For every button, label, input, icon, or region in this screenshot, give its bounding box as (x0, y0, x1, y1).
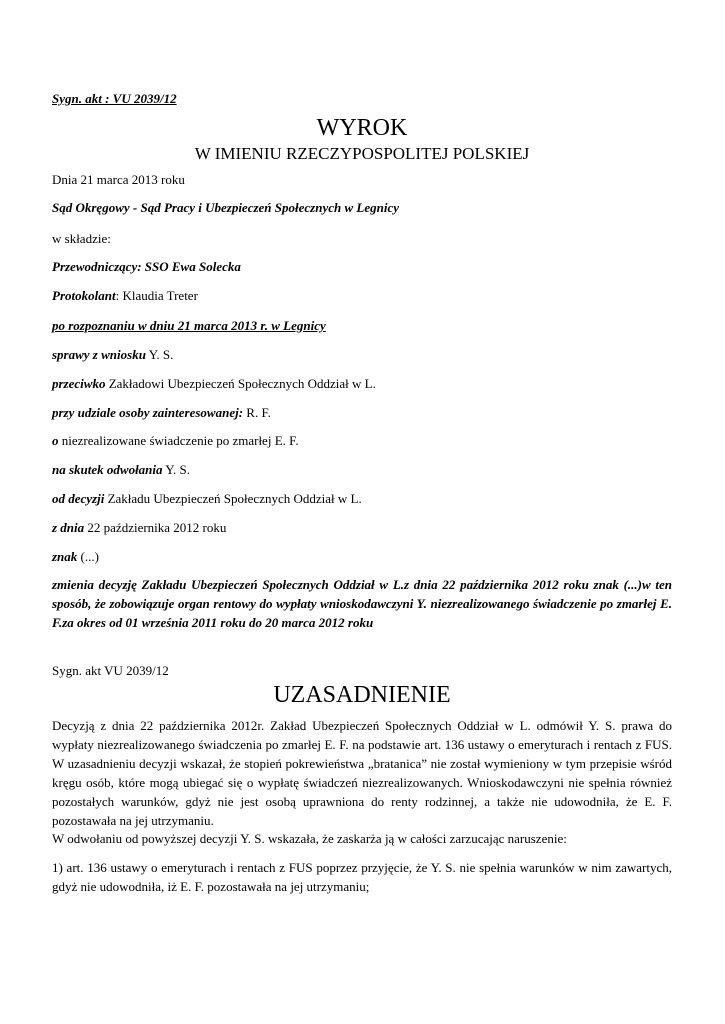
party-value: R. F. (243, 405, 271, 420)
hearing-line: po rozpoznaniu w dniu 21 marca 2013 r. w Legnicy (52, 318, 326, 333)
composition-label: w składzie: (52, 231, 111, 246)
about-line (52, 433, 299, 449)
decision-date-value: 22 października 2012 roku (84, 520, 227, 535)
party-label: przy udziale osoby zainteresowanej: (52, 405, 244, 420)
appeal-line (52, 462, 190, 478)
ruling-text: zmienia decyzję Zakładu Ubezpieczeń Społecznych Oddział w L.z dnia 22 października 2012 roku znak (...)w ten sposób, że zobowiązuje organ rentowy do wypłaty wnioskodawczyni Y. niezrealizowanego świadczenie po zmarłej E. F.za okres od 01 września 2011 roku do 20 marca 2012 roku (52, 577, 672, 630)
justification-paragraph-3: 1) art. 136 ustawy o emeryturach i rentach z FUS poprzez przyjęcie, że Y. S. nie spełnia warunków w nim zawartych, gdyż nie udowodniła, iż E. F. pozostawała na jej utrzymaniu; (52, 860, 672, 894)
against-label: przeciwko (52, 376, 106, 391)
decision-label: od decyzji (52, 491, 105, 506)
justification-paragraph-2: W odwołaniu od powyższej decyzji Y. S. wskazała, że zaskarża ją w całości zarzucając naruszenie: (52, 831, 567, 846)
decision-value: Zakładu Ubezpieczeń Społecznych Oddział w L. (104, 491, 362, 506)
against-value: Zakładowi Ubezpieczeń Społecznych Oddział w L. (105, 376, 376, 391)
appeal-value: Y. S. (162, 462, 190, 477)
case-line (52, 347, 173, 363)
sign-line (52, 549, 99, 565)
sign-value: (...) (77, 549, 99, 564)
about-value: niezrealizowane świadczenie po zmarłej E. F. (58, 433, 299, 448)
justification-case-number: Sygn. akt VU 2039/12 (52, 663, 169, 678)
party-line (52, 405, 271, 421)
decision-date-line (52, 520, 226, 536)
clerk-value: : Klaudia Treter (115, 288, 198, 303)
clerk-label: Protokolant (52, 288, 116, 303)
against-line (52, 376, 376, 392)
decision-date-label: z dnia (52, 520, 85, 535)
about-label: o (52, 433, 59, 448)
judgment-title: WYROK (316, 115, 408, 141)
decision-line (52, 491, 362, 507)
court-name: Sąd Okręgowy - Sąd Pracy i Ubezpieczeń Społecznych w Legnicy (52, 200, 399, 215)
judgment-date: Dnia 21 marca 2013 roku (52, 172, 185, 187)
case-label: sprawy z wniosku (52, 347, 146, 362)
case-number: Sygn. akt : VU 2039/12 (52, 91, 177, 106)
justification-paragraph-1: Decyzją z dnia 22 października 2012r. Zakład Ubezpieczeń Społecznych Oddział w L. odmówił Y. S. prawa do wypłaty niezrealizowanego świadczenia po zmarłej E. F. na podstawie art. 136 ustawy o emeryturach i rentach z FUS. W uzasadnieniu decyzji wskazał, że stopień pokrewieństwa „bratanica” nie został wymieniony w tym przepisie wśród kręgu osób, które mogą ubiegać się o wypłatę świadczeń niezrealizowanych. Wnioskodawczyni nie spełnia również pozostałych warunków, gdyż nie jest osobą uprawniona do renty rodzinnej, a także nie udowodniła, że E. F. pozostawała na jej utrzymaniu. (52, 718, 672, 828)
clerk-line (52, 288, 198, 304)
judgment-subtitle: W IMIENIU RZECZYPOSPOLITEJ POLSKIEJ (194, 144, 530, 163)
appeal-label: na skutek odwołania (52, 462, 163, 477)
justification-title: UZASADNIENIE (273, 682, 451, 708)
sign-label: znak (52, 549, 78, 564)
case-value: Y. S. (145, 347, 174, 362)
chair-line: Przewodniczący: SSO Ewa Solecka (52, 259, 241, 274)
